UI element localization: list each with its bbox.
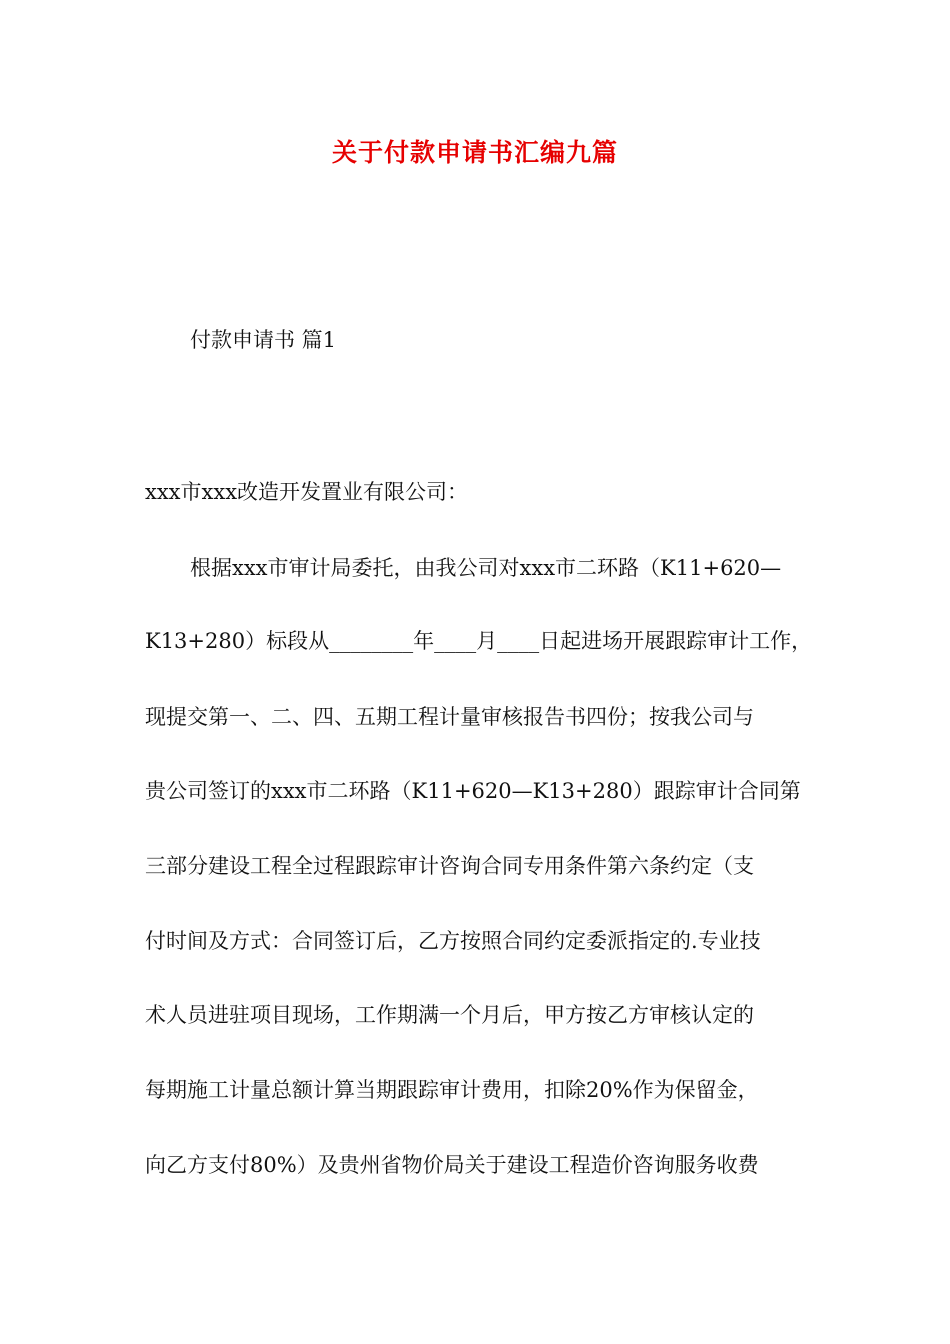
salutation-line: xxx市xxx改造开发置业有限公司： — [145, 480, 469, 504]
body-line-7: 术人员进驻项目现场，工作期满一个月后，甲方按乙方审核认定的 — [145, 1003, 754, 1027]
body-line-5: 三部分建设工程全过程跟踪审计咨询合同专用条件第六条约定（支 — [145, 854, 754, 878]
body-line-6: 付时间及方式：合同签订后，乙方按照合同约定委派指定的.专业技 — [145, 929, 761, 953]
body-line-4: 贵公司签订的xxx市二环路（K11+620—K13+280）跟踪审计合同第 — [145, 779, 801, 803]
body-line-8: 每期施工计量总额计算当期跟踪审计费用，扣除20%作为保留金， — [145, 1078, 759, 1102]
body-line-1: 根据xxx市审计局委托，由我公司对xxx市二环路（K11+620— — [190, 556, 782, 580]
body-line-9: 向乙方支付80%）及贵州省物价局关于建设工程造价咨询服务收费 — [145, 1153, 759, 1177]
section-heading: 付款申请书 篇1 — [190, 328, 337, 352]
document-title: 关于付款申请书汇编九篇 — [331, 138, 618, 167]
body-line-3: 现提交第一、二、四、五期工程计量审核报告书四份；按我公司与 — [145, 705, 754, 729]
body-line-2: K13+280）标段从________年____月____日起进场开展跟踪审计工作， — [145, 629, 813, 653]
